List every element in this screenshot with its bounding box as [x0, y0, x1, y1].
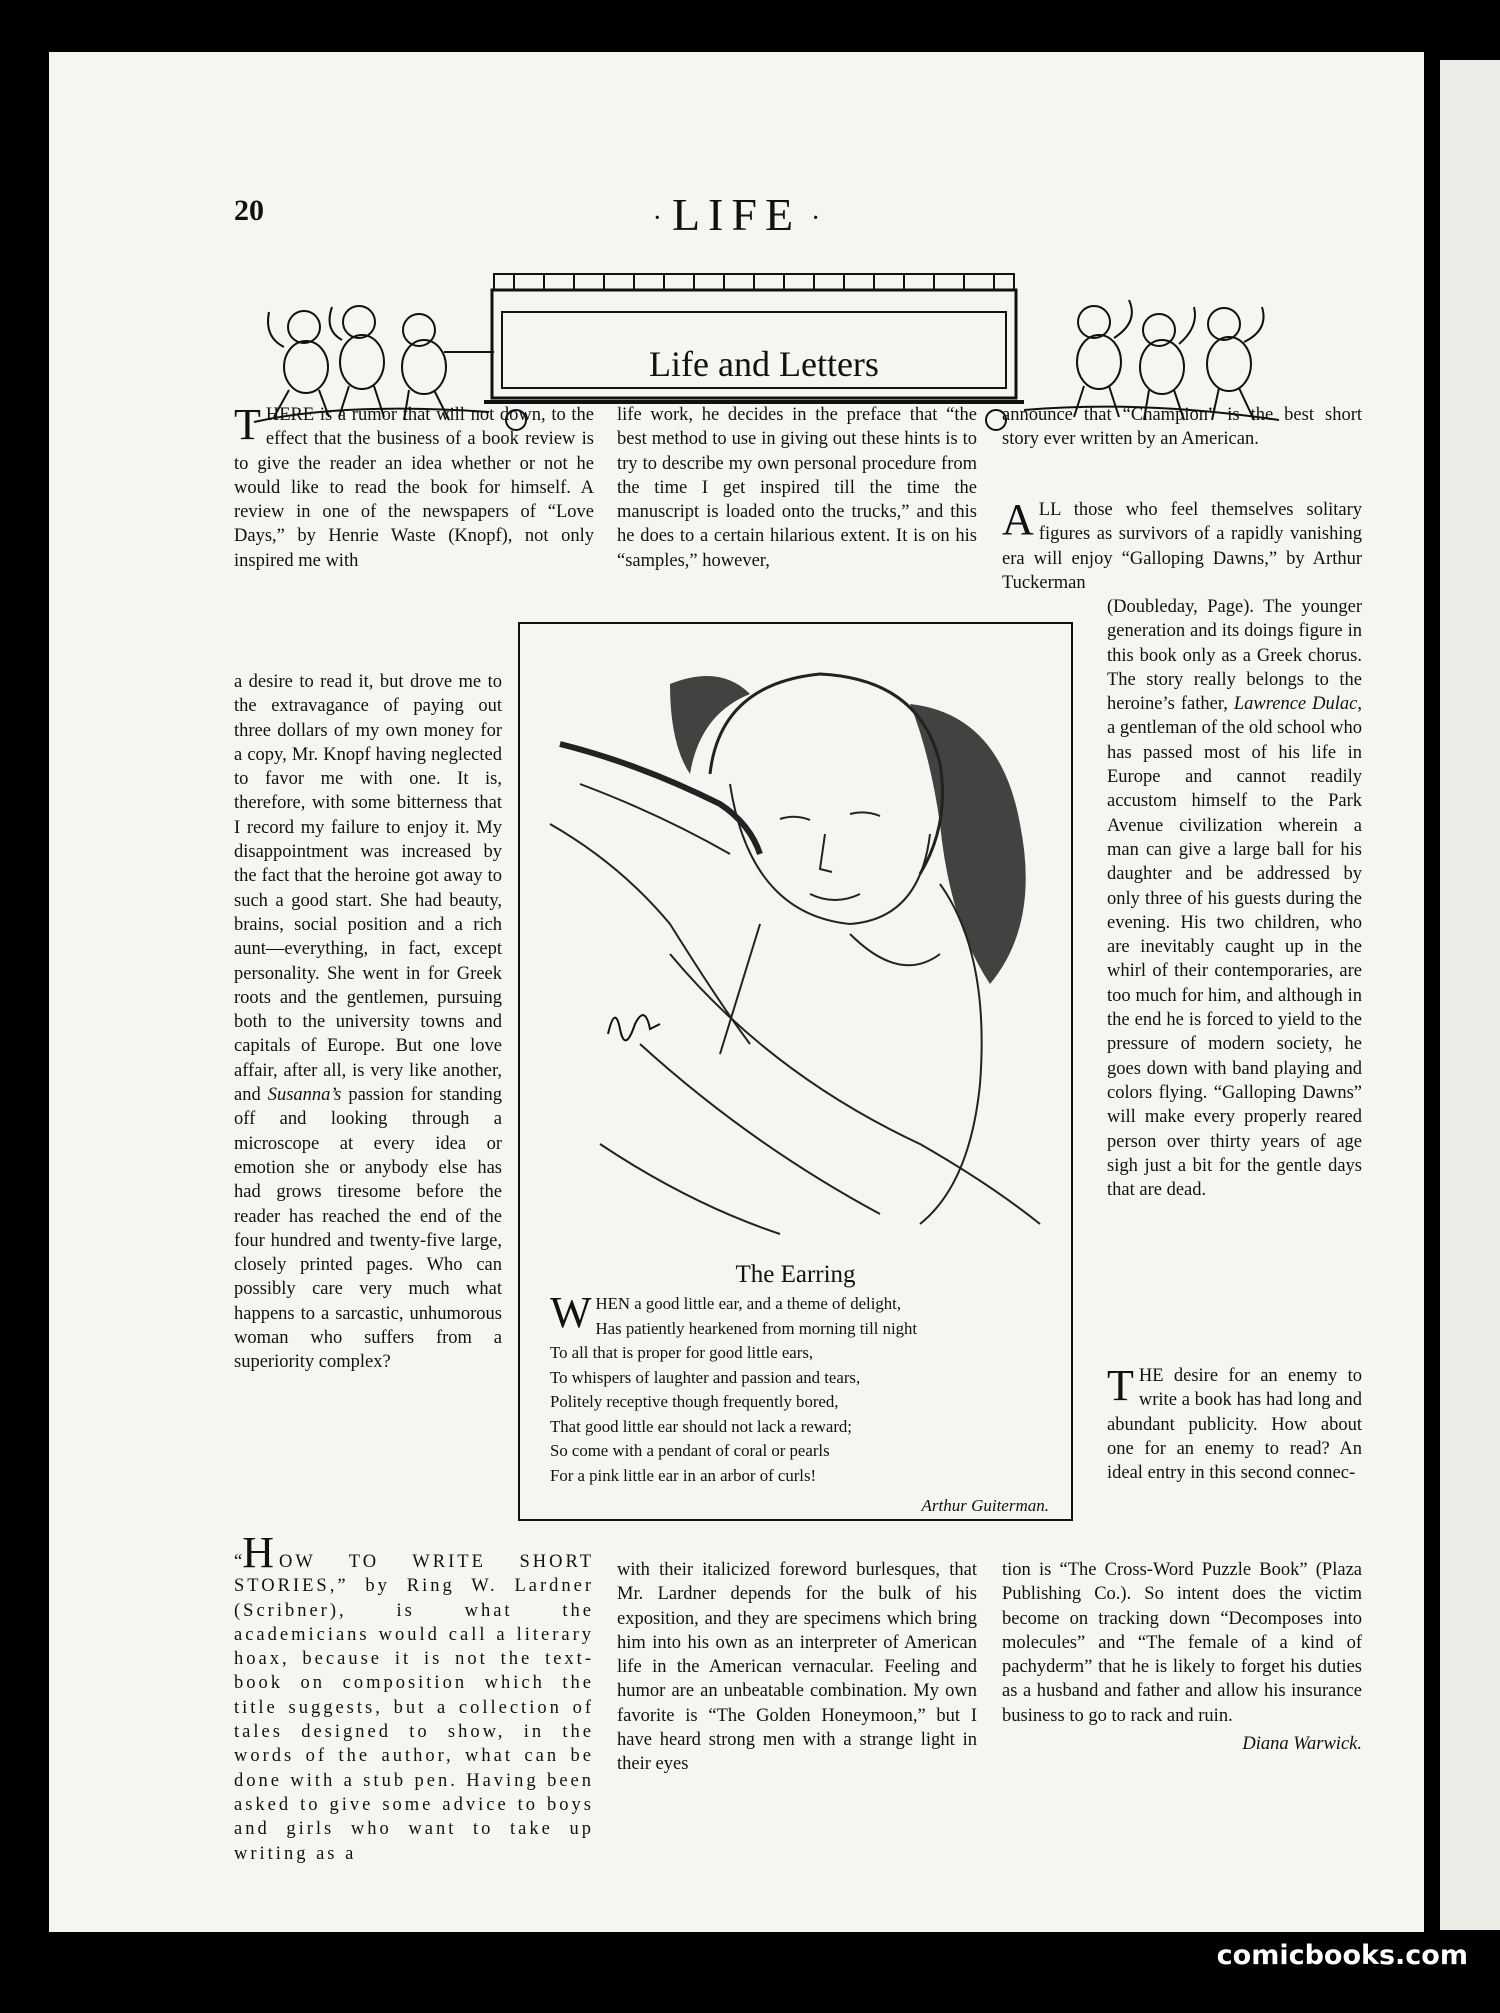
paragraph-text: HERE is a rumor that will not down, to the effect that the business of a book review is to give the reader an idea whether or not he would like to read the book for himself. A review in one of the newspapers of “Love Days,” by Henrie Waste (Knopf), not only inspired me with	[234, 405, 594, 571]
artist-signature	[608, 1015, 660, 1040]
open-quote: “	[234, 1552, 243, 1572]
masthead-dot-left: ·	[652, 203, 662, 235]
col3-top	[1002, 403, 1362, 452]
paragraph-text: life work, he decides in the preface that “the best method to use in giving out these hints is to try to describe my own personal procedure from the time I get inspired till the time the manuscript is loaded onto the trucks,” and this he does to a certain hilarious extent. It is on his “samples,” however,	[617, 405, 977, 571]
paragraph-text: HE desire for an enemy to write a book has had long and abundant publicity. How about one for an enemy to read? An ideal entry in this second connec-	[1107, 1366, 1362, 1484]
poem	[550, 1288, 1050, 1488]
magazine-page	[49, 52, 1424, 1932]
col3-galloping-continuation	[1107, 595, 1362, 1202]
poem-credit: Arthur Guiterman.	[921, 1496, 1049, 1515]
paragraph-text: tion is “The Cross-Word Puzzle Book” (Plaza Publishing Co.). So intent does the victim become on tracking down “Decomposes into molecules” and “The female of a kind of pachyderm” that he is likely to forget his duties as a husband and father and allow his insurance business to go to rack and ruin.	[1002, 1560, 1362, 1726]
dropcap: T	[234, 400, 261, 449]
woman-portrait-illustration	[520, 624, 1071, 1244]
page-number: 20	[234, 194, 264, 227]
poem-line: HEN a good little ear, and a theme of delight,	[595, 1294, 902, 1313]
col2-bottom	[617, 1558, 977, 1777]
col3-bottom	[1002, 1558, 1362, 1756]
illustration-box	[518, 622, 1073, 1521]
section-title: Life and Letters	[649, 344, 879, 384]
poem-line: Has patiently hearkened from morning till night	[595, 1318, 918, 1338]
poem-line: So come with a pendant of coral or pearls	[550, 1441, 830, 1460]
watermark: comicbooks.com	[1216, 1940, 1468, 1971]
poem-line: To all that is proper for good little ears,	[550, 1343, 814, 1362]
paragraph-text: with their italicized foreword burlesques, that Mr. Lardner depends for the bulk of his exposition, and they are specimens which bring him into his own as an interpreter of American life in the American vernacular. Feeling and humor are an unbeatable combination. My own favorite is “The Golden Honeymoon,” but I have heard strong men with a strange light in their eyes	[617, 1560, 977, 1775]
poem-line: That good little ear should not lack a reward;	[550, 1416, 852, 1436]
paragraph-text: (Doubleday, Page). The younger generation and its doings figure in this book only as a Greek chorus. The story really belongs to the heroine’s father,	[1107, 597, 1362, 715]
col3-enemy-paragraph	[1107, 1361, 1362, 1485]
col1-continuation	[234, 670, 502, 1375]
masthead-dot-right: ·	[811, 203, 821, 235]
paragraph-text: a gentleman of the old school who has passed most of his life in Europe and cannot readily accustom himself to the Park Avenue civilization wherein a man can give a large ball for his daughter and be addressed by only three of his guests during the evening. His two children, who are inevitably caught up in the whirl of their contemporaries, are too much for him, and although in the end he is forced to yield to the pressure of modern society, he goes down with band playing and colors flying. “Galloping Dawns” will make every properly reared person over thirty years of age sigh just a bit for the gentle days that are dead.	[1107, 718, 1362, 1201]
paragraph-text: announce that “Champion” is the best short story ever written by an American.	[1002, 405, 1362, 450]
dropcap: A	[1002, 495, 1034, 544]
col1-intro	[234, 400, 594, 573]
poem-title: The Earring	[735, 1261, 856, 1288]
signature: Diana Warwick.	[1242, 1734, 1362, 1755]
poem-line: For a pink little ear in an arbor of curls!	[550, 1465, 817, 1485]
dropcap: W	[550, 1288, 592, 1337]
poem-line: Politely receptive though frequently bored,	[550, 1392, 839, 1411]
dropcap: H	[242, 1528, 274, 1577]
italic-name: Susanna’s	[267, 1085, 342, 1106]
col2-top	[617, 403, 977, 573]
paragraph-text: LL those who feel themselves solitary figures as survivors of a rapidly vanishing era will enjoy “Galloping Dawns,” by Arthur Tuckerman	[1002, 500, 1362, 593]
italic-name: Lawrence Dulac,	[1233, 694, 1362, 715]
col1-lardner-review	[234, 1528, 594, 1866]
masthead-title: LIFE	[671, 189, 802, 240]
dropcap: T	[1107, 1361, 1134, 1410]
next-page-edge	[1440, 60, 1500, 1930]
paragraph-text: passion for standing off and looking through a microscope at every idea or emotion she or anybody else has had grows tiresome before the reader has reached the end of the four hundred and twenty-five large, closely printed pages. Who can possibly care very much what happens to a sarcastic, unhumorous woman who suffers from a superiority complex?	[234, 1085, 503, 1373]
paragraph-text: OW TO WRITE SHORT STORIES,” by Ring W. Lardner (Scribner), is what the academicians would call a literary hoax, because it is not the text-book on composition which the title suggests, but a collection of tales designed to show, in the words of the author, what can be done with a stub pen. Having been asked to give some advice to boys and girls who want to take up writing as a	[234, 1552, 594, 1864]
masthead	[49, 188, 1424, 241]
paragraph-text: a desire to read it, but drove me to the extravagance of paying out three dollars of my own money for a copy, Mr. Knopf having neglected to favor me with one. It is, therefore, with some bitterness that I record my failure to enjoy it. My disappointment was increased by the fact that the heroine got away to such a good start. She had beauty, brains, social position and a rich aunt—everything, in fact, except personality. She went in for Greek roots and the gentlemen, pursuing both to the university towns and capitals of Europe. But one love affair, after all, is very like another, and	[234, 672, 502, 1106]
poem-line: To whispers of laughter and passion and tears,	[550, 1367, 861, 1387]
col3-galloping-intro	[1002, 495, 1362, 595]
